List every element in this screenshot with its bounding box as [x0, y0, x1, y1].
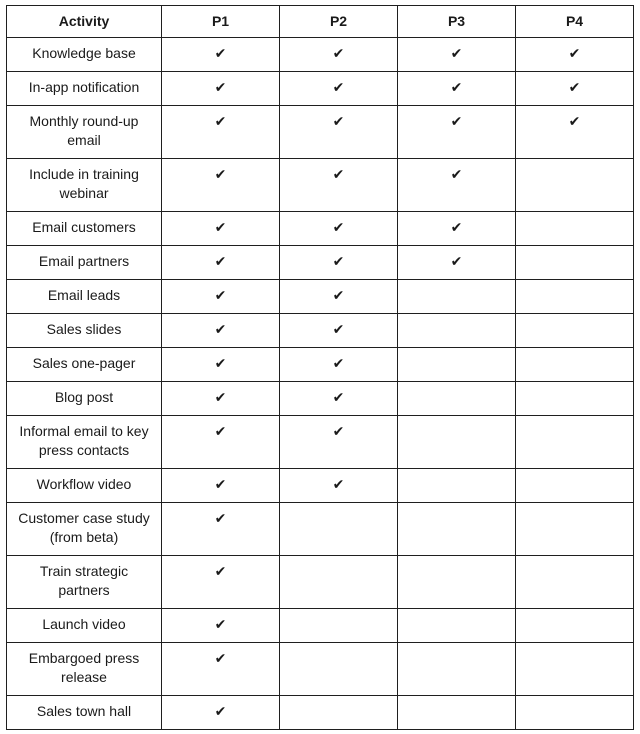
header-row	[7, 6, 634, 38]
priority-cell-p1	[162, 696, 280, 730]
priority-cell-p4	[516, 609, 634, 643]
priority-cell-p4	[516, 469, 634, 503]
priority-cell-p3	[398, 280, 516, 314]
priority-cell-p1	[162, 212, 280, 246]
table-row	[7, 159, 634, 212]
priority-cell-p1	[162, 106, 280, 159]
priority-cell-p4	[516, 38, 634, 72]
header-activity: Activity	[7, 6, 162, 38]
priority-cell-p4	[516, 106, 634, 159]
checkmark-icon: ✔	[450, 46, 463, 62]
priority-cell-p1	[162, 280, 280, 314]
checkmark-icon: ✔	[332, 288, 345, 304]
priority-cell-p2	[280, 106, 398, 159]
priority-cell-p1	[162, 416, 280, 469]
checkmark-icon: ✔	[332, 46, 345, 62]
checkmark-icon: ✔	[214, 254, 227, 270]
table-body	[7, 38, 634, 730]
priority-cell-p2	[280, 503, 398, 556]
checkmark-icon: ✔	[450, 220, 463, 236]
priority-cell-p3	[398, 348, 516, 382]
priority-cell-p3	[398, 246, 516, 280]
priority-cell-p1	[162, 38, 280, 72]
checkmark-icon: ✔	[332, 80, 345, 96]
table-row	[7, 212, 634, 246]
header-p1: P1	[162, 6, 280, 38]
priority-cell-p3	[398, 72, 516, 106]
header-p2: P2	[280, 6, 398, 38]
activity-cell: Embargoed press release	[7, 643, 162, 696]
checkmark-icon: ✔	[214, 80, 227, 96]
activity-cell: Monthly round-up email	[7, 106, 162, 159]
priority-cell-p1	[162, 382, 280, 416]
checkmark-icon: ✔	[214, 167, 227, 183]
checkmark-icon: ✔	[332, 390, 345, 406]
checkmark-icon: ✔	[214, 288, 227, 304]
checkmark-icon: ✔	[450, 80, 463, 96]
checkmark-icon: ✔	[214, 356, 227, 372]
table-row	[7, 314, 634, 348]
table-row	[7, 469, 634, 503]
priority-cell-p1	[162, 643, 280, 696]
activity-cell: Email customers	[7, 212, 162, 246]
priority-cell-p3	[398, 416, 516, 469]
activity-cell: Blog post	[7, 382, 162, 416]
checkmark-icon: ✔	[332, 167, 345, 183]
table-row	[7, 503, 634, 556]
activity-cell: Sales slides	[7, 314, 162, 348]
checkmark-icon: ✔	[214, 390, 227, 406]
checkmark-icon: ✔	[332, 356, 345, 372]
priority-cell-p4	[516, 416, 634, 469]
priority-cell-p1	[162, 556, 280, 609]
checkmark-icon: ✔	[332, 322, 345, 338]
priority-cell-p2	[280, 159, 398, 212]
priority-cell-p3	[398, 643, 516, 696]
priority-cell-p3	[398, 212, 516, 246]
priority-cell-p2	[280, 314, 398, 348]
priority-cell-p4	[516, 280, 634, 314]
table-row	[7, 280, 634, 314]
checkmark-icon: ✔	[332, 114, 345, 130]
priority-cell-p1	[162, 246, 280, 280]
priority-cell-p3	[398, 503, 516, 556]
priority-cell-p4	[516, 348, 634, 382]
table-row	[7, 382, 634, 416]
priority-cell-p1	[162, 314, 280, 348]
priority-cell-p3	[398, 469, 516, 503]
activity-cell: Train strategic partners	[7, 556, 162, 609]
table-row	[7, 556, 634, 609]
priority-cell-p4	[516, 314, 634, 348]
priority-cell-p4	[516, 212, 634, 246]
activity-cell: Email partners	[7, 246, 162, 280]
activity-cell: Sales one-pager	[7, 348, 162, 382]
priority-cell-p2	[280, 382, 398, 416]
priority-cell-p2	[280, 72, 398, 106]
priority-cell-p3	[398, 609, 516, 643]
checkmark-icon: ✔	[568, 46, 581, 62]
priority-cell-p3	[398, 106, 516, 159]
priority-cell-p2	[280, 416, 398, 469]
checkmark-icon: ✔	[332, 477, 345, 493]
table-row	[7, 106, 634, 159]
activity-priority-table	[6, 5, 634, 730]
priority-cell-p4	[516, 72, 634, 106]
activity-cell: Email leads	[7, 280, 162, 314]
priority-cell-p4	[516, 246, 634, 280]
activity-cell: Launch video	[7, 609, 162, 643]
checkmark-icon: ✔	[214, 424, 227, 440]
checkmark-icon: ✔	[214, 651, 227, 667]
priority-cell-p1	[162, 159, 280, 212]
checkmark-icon: ✔	[214, 511, 227, 527]
checkmark-icon: ✔	[214, 564, 227, 580]
priority-cell-p1	[162, 348, 280, 382]
priority-cell-p4	[516, 503, 634, 556]
table-row	[7, 696, 634, 730]
table-row	[7, 348, 634, 382]
priority-cell-p2	[280, 38, 398, 72]
activity-cell: Include in training webinar	[7, 159, 162, 212]
table-row	[7, 38, 634, 72]
checkmark-icon: ✔	[332, 254, 345, 270]
priority-cell-p1	[162, 72, 280, 106]
priority-cell-p1	[162, 609, 280, 643]
priority-cell-p1	[162, 503, 280, 556]
priority-cell-p2	[280, 469, 398, 503]
priority-cell-p4	[516, 643, 634, 696]
checkmark-icon: ✔	[568, 114, 581, 130]
checkmark-icon: ✔	[332, 424, 345, 440]
priority-cell-p4	[516, 159, 634, 212]
activity-cell: Knowledge base	[7, 38, 162, 72]
priority-cell-p3	[398, 556, 516, 609]
priority-cell-p2	[280, 696, 398, 730]
header-p3: P3	[398, 6, 516, 38]
priority-cell-p2	[280, 643, 398, 696]
checkmark-icon: ✔	[214, 704, 227, 720]
checkmark-icon: ✔	[214, 477, 227, 493]
checkmark-icon: ✔	[450, 167, 463, 183]
checkmark-icon: ✔	[450, 254, 463, 270]
activity-cell: Workflow video	[7, 469, 162, 503]
priority-cell-p2	[280, 246, 398, 280]
table-row	[7, 609, 634, 643]
priority-cell-p3	[398, 382, 516, 416]
priority-cell-p2	[280, 348, 398, 382]
priority-cell-p3	[398, 38, 516, 72]
priority-cell-p4	[516, 382, 634, 416]
activity-cell: In-app notification	[7, 72, 162, 106]
activity-cell: Informal email to key press contacts	[7, 416, 162, 469]
table-row	[7, 72, 634, 106]
priority-cell-p3	[398, 314, 516, 348]
priority-cell-p4	[516, 556, 634, 609]
checkmark-icon: ✔	[214, 114, 227, 130]
checkmark-icon: ✔	[450, 114, 463, 130]
priority-cell-p1	[162, 469, 280, 503]
checkmark-icon: ✔	[568, 80, 581, 96]
table-row	[7, 643, 634, 696]
checkmark-icon: ✔	[214, 322, 227, 338]
checkmark-icon: ✔	[214, 220, 227, 236]
activity-cell: Customer case study (from beta)	[7, 503, 162, 556]
checkmark-icon: ✔	[332, 220, 345, 236]
priority-cell-p2	[280, 556, 398, 609]
priority-cell-p2	[280, 280, 398, 314]
priority-cell-p3	[398, 159, 516, 212]
priority-cell-p3	[398, 696, 516, 730]
checkmark-icon: ✔	[214, 617, 227, 633]
priority-cell-p2	[280, 609, 398, 643]
table-row	[7, 416, 634, 469]
priority-cell-p4	[516, 696, 634, 730]
header-p4: P4	[516, 6, 634, 38]
priority-cell-p2	[280, 212, 398, 246]
checkmark-icon: ✔	[214, 46, 227, 62]
table-row	[7, 246, 634, 280]
activity-cell: Sales town hall	[7, 696, 162, 730]
